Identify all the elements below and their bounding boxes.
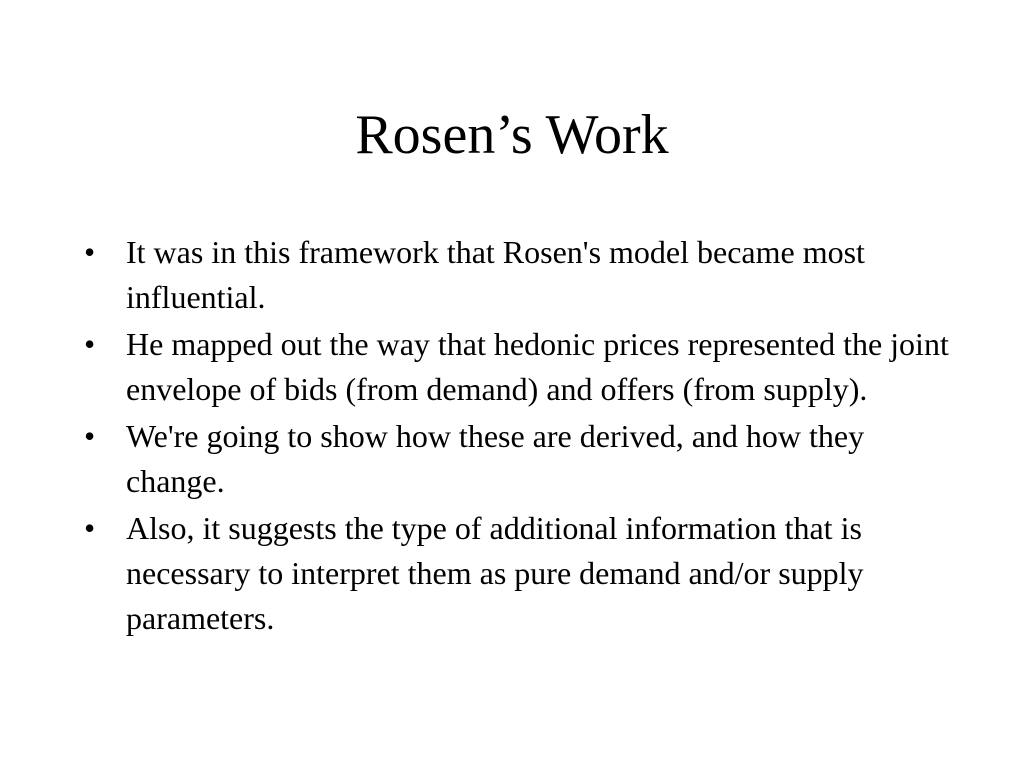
bullet-marker: • bbox=[84, 510, 96, 546]
bullet-item bbox=[84, 322, 954, 412]
slide-title: Rosen’s Work bbox=[355, 104, 669, 166]
bullet-text: He mapped out the way that hedonic prices represented the joint envelope of bids (from demand) and offers (from supply). bbox=[126, 326, 949, 407]
bullet-marker: • bbox=[84, 418, 96, 454]
bullet-item bbox=[84, 414, 954, 504]
bullet-marker: • bbox=[84, 234, 96, 270]
bullet-text: Also, it suggests the type of additional information that is necessary to interpret them as pure demand and/or supply parameters. bbox=[126, 510, 864, 636]
bullet-item bbox=[84, 506, 954, 641]
bullet-list bbox=[84, 230, 954, 643]
bullet-marker: • bbox=[84, 326, 96, 362]
bullet-text: It was in this framework that Rosen's model became most influential. bbox=[126, 234, 865, 315]
bullet-item bbox=[84, 230, 954, 320]
bullet-text: We're going to show how these are derived, and how they change. bbox=[126, 418, 865, 499]
